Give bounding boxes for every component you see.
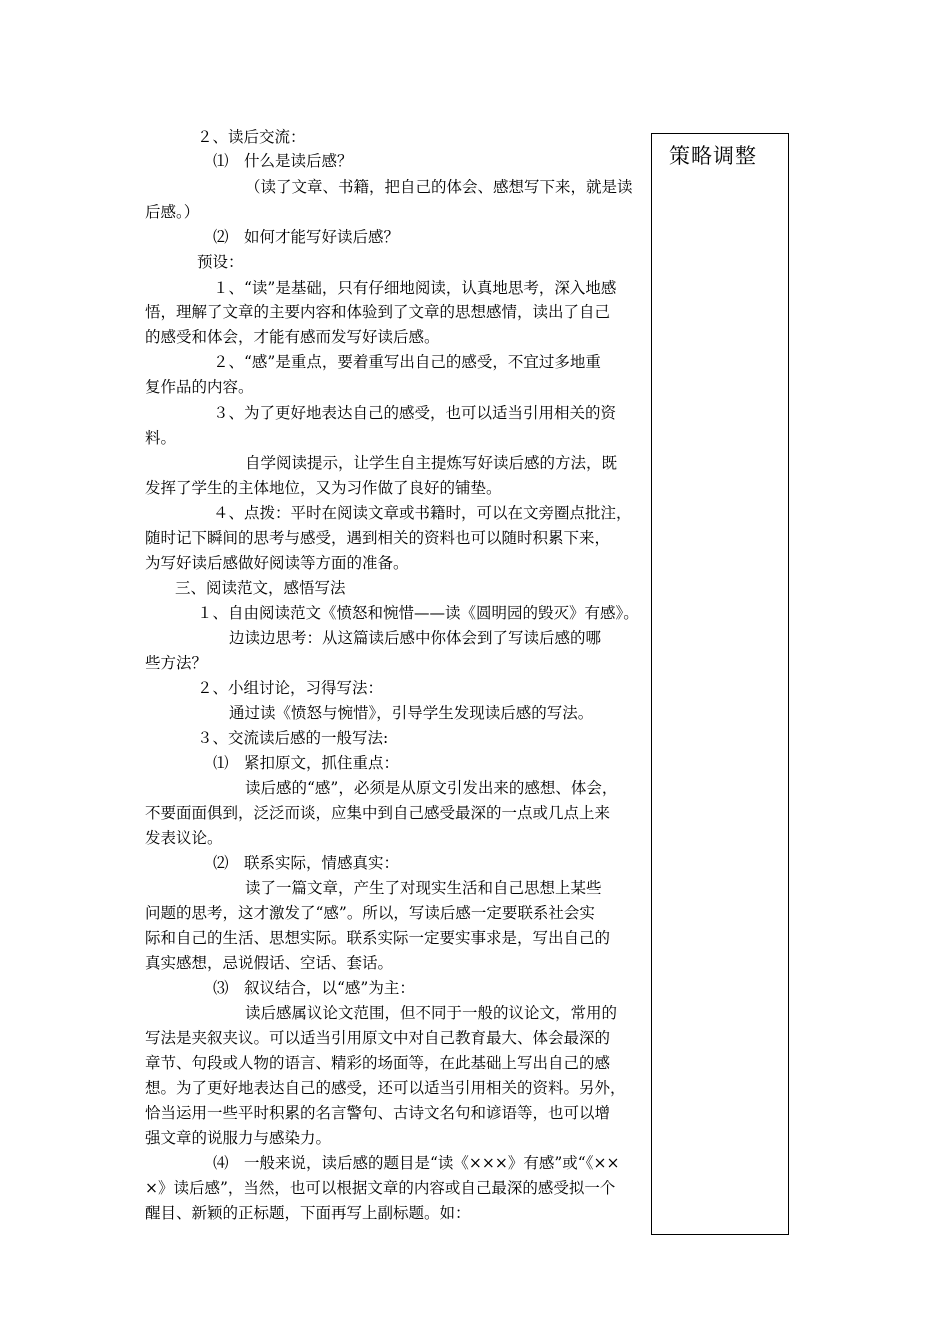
text-line: 读后感属议论文范围，但不同于一般的议论文，常用的: [245, 1004, 618, 1022]
text-line: 读了一篇文章，产生了对现实生活和自己思想上某些: [245, 879, 602, 897]
text-line: ⑵ 如何才能写好读后感？: [213, 228, 400, 246]
text-line: 后感。）: [145, 203, 200, 221]
text-line: 醒目、新颖的正标题，下面再写上副标题。如：: [145, 1204, 471, 1222]
text-line: 问题的思考，这才激发了“感”。所以，写读后感一定要联系社会实: [145, 904, 595, 922]
text-line: 通过读《愤怒与惋惜》，引导学生发现读后感的写法。: [229, 704, 594, 722]
text-line: ２、读后交流：: [197, 128, 306, 146]
text-line: ×》读后感”，当然，也可以根据文章的内容或自己最深的感受拟一个: [145, 1179, 616, 1197]
text-line: ⑶ 叙议结合，以“感”为主：: [213, 979, 415, 997]
text-line: 些方法？: [145, 654, 208, 672]
text-line: 强文章的说服力与感染力。: [145, 1129, 332, 1147]
text-line: ⑴ 紧扣原文，抓住重点：: [213, 754, 400, 772]
sidebox-title: 策略调整: [669, 144, 757, 168]
text-line: 发表议论。: [145, 829, 223, 847]
text-line: 际和自己的生活、思想实际。联系实际一定要实事求是，写出自己的: [145, 929, 611, 947]
text-line: 边读边思考：从这篇读后感中你体会到了写读后感的哪: [229, 629, 602, 647]
text-line: 章节、句段或人物的语言、精彩的场面等，在此基础上写出自己的感: [145, 1054, 611, 1072]
text-line: 预设：: [197, 253, 244, 271]
text-line: （读了文章、书籍，把自己的体会、感想写下来，就是读: [245, 178, 633, 196]
text-line: 三、阅读范文，感悟写法: [175, 579, 346, 597]
text-line: 悟，理解了文章的主要内容和体验到了文章的思想感情，读出了自己: [145, 303, 611, 321]
text-line: 随时记下瞬间的思考与感受，遇到相关的资料也可以随时积累下来，: [145, 529, 611, 547]
text-line: 想。为了更好地表达自己的感受，还可以适当引用相关的资料。另外，: [145, 1079, 626, 1097]
text-line: 恰当运用一些平时积累的名言警句、古诗文名句和谚语等，也可以增: [145, 1104, 611, 1122]
text-line: 写法是夹叙夹议。可以适当引用原文中对自己教育最大、体会最深的: [145, 1029, 611, 1047]
text-line: ３、交流读后感的一般写法:: [197, 729, 389, 747]
text-line: 真实感想，忌说假话、空话、套话。: [145, 954, 394, 972]
text-line: ⑷ 一般来说，读后感的题目是“读《×××》有感”或“《××: [213, 1154, 620, 1172]
text-line: 自学阅读提示，让学生自主提炼写好读后感的方法，既: [245, 454, 618, 472]
text-line: 发挥了学生的主体地位，又为习作做了良好的铺垫。: [145, 479, 502, 497]
text-line: １、“读”是基础，只有仔细地阅读，认真地思考，深入地感: [213, 279, 617, 297]
text-line: ⑴ 什么是读后感？: [213, 152, 353, 170]
text-line: ２、小组讨论，习得写法：: [197, 679, 384, 697]
text-line: ⑵ 联系实际，情感真实：: [213, 854, 400, 872]
text-line: 读后感的“感”，必须是从原文引发出来的感想、体会，: [245, 779, 618, 797]
text-line: 复作品的内容。: [145, 378, 254, 396]
text-line: ２、“感”是重点，要着重写出自己的感受，不宜过多地重: [213, 353, 601, 371]
text-line: ３、为了更好地表达自己的感受，也可以适当引用相关的资: [213, 404, 617, 422]
text-line: 料。: [145, 429, 177, 447]
text-line: 的感受和体会，才能有感而发写好读后感。: [145, 328, 440, 346]
strategy-adjustment-box: [651, 133, 789, 1235]
text-line: 不要面面俱到，泛泛而谈，应集中到自己感受最深的一点或几点上来: [145, 804, 611, 822]
text-line: １、自由阅读范文《愤怒和惋惜——读《圆明园的毁灭》有感》。: [197, 604, 639, 622]
text-line: 为写好读后感做好阅读等方面的准备。: [145, 554, 409, 572]
text-line: ４、点拨：平时在阅读文章或书籍时，可以在文旁圈点批注，: [213, 504, 632, 522]
